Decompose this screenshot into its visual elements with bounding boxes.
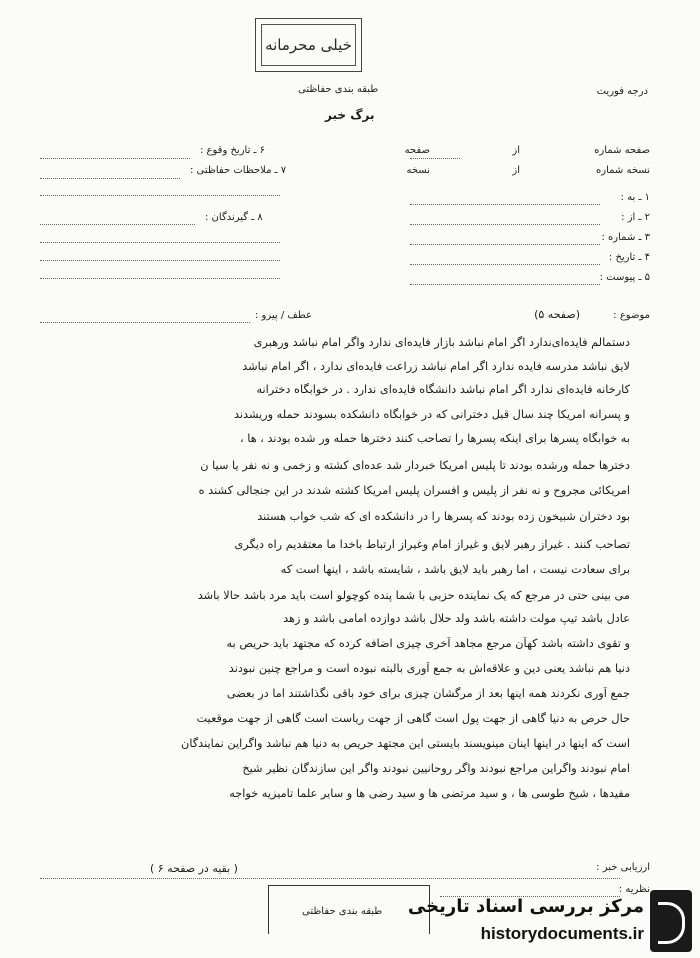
subject-label: موضوع : (613, 310, 650, 321)
dotted-line (410, 264, 600, 265)
classification-label: طبقه بندی حفاظتی (298, 84, 379, 95)
form-title: برگ خبر (325, 108, 375, 122)
from-label: ۲ ـ از : (621, 212, 650, 223)
body-line: لایق نباشد مدرسه فایده ندارد اگر امام نباشد زراعت فایده‌ای ندارد ، اگر امام نباشد (242, 360, 630, 373)
page-from-label: از (512, 145, 520, 156)
priority-label: درجه فوریت (596, 86, 648, 97)
dotted-line (40, 278, 280, 279)
occurrence-date-label: ۶ ـ تاریخ وقوع : (200, 145, 266, 156)
body-line: حال حرص به دنیا گاهی از جهت پول است گاهی از جهت ریاست است گاهی از جهت موقعیت (196, 712, 630, 725)
dotted-line (40, 260, 280, 261)
bottom-classification-label: طبقه بندی حفاظتی (302, 906, 383, 917)
body-line: و تقوی داشته باشد کهآن مرجع مجاهد آخری چیزی اضافه کرده که مجتهد باید حریص به (226, 637, 630, 650)
body-line: کارخانه فایده‌ای ندارد اگر امام نباشد دانشگاه فایده‌ای ندارد . در خوابگاه دخترانه (256, 383, 630, 396)
date-label: ۴ ـ تاریخ : (608, 252, 650, 263)
continuation-text: بقیه در صفحه ۶ (157, 862, 231, 875)
body-line: تصاحب کنند . غیراز رهبر لایق و غیراز امام وغیراز ارتباط باخدا ما معتقدیم راه دیگری (234, 538, 630, 551)
dotted-line (410, 224, 600, 225)
body-line: و پسرانه امریکا چند سال قبل دخترانی که در خوابگاه دانشکده بسودند حمله وریشدند (233, 408, 630, 421)
page-number-label: صفحه شماره (594, 145, 650, 156)
body-line: امام نبودند واگراین مراجع نبودند واگر روحانیین نبودند واگر این سازندگان نظیر شیخ (242, 762, 630, 775)
dotted-line (40, 178, 180, 179)
page-reference: (صفحه ۵) (534, 308, 580, 321)
watermark-brand-name: مرکز بررسی اسناد تاریخی (407, 896, 644, 917)
security-notes-label: ۷ ـ ملاحظات حفاظتی : (190, 165, 287, 176)
evaluation-label: ارزیابی خبر : (596, 862, 650, 873)
number-label: ۳ ـ شماره : (601, 232, 650, 243)
copy-number-label: نسخه شماره (596, 165, 650, 176)
body-line: امریکائی مجروح و نه نفر از پلیس و افسران پلیس امریکا کشته شدند در این جنجالی کشند ه (198, 484, 630, 497)
dotted-line (40, 158, 190, 159)
recipients-label: ۸ ـ گیرندگان : (205, 212, 263, 223)
dotted-line (410, 284, 600, 285)
attachment-label: ۵ ـ پیوست : (599, 272, 650, 283)
stamp-text: خیلی محرمانه (261, 24, 356, 66)
copy-from-label: از (512, 165, 520, 176)
dotted-line (410, 204, 600, 205)
body-line: می بینی حتی در مرجع که یک نماینده حزبی با شما پنده کوچولو است باید مرد باشد حالا باشد (197, 589, 630, 602)
dotted-line (410, 244, 600, 245)
reference-label: عطف / پیرو : (255, 310, 312, 321)
opinion-label: نظریه : (618, 884, 650, 895)
body-line: دخترها حمله ورشده بودند تا پلیس امریکا خبردار شد عده‌ای کشته و زخمی و نه نفر یا سیا ن (200, 459, 630, 472)
dotted-line (410, 158, 460, 159)
page-label: صفحه (404, 145, 430, 156)
body-line: است که اینها در اینها اینان مینویسند بایستی این مجتهد حریص به دنیا هم نباشد واگراین نمایندگان (181, 737, 630, 750)
body-line: دنیا هم نباشد یعنی دین و علاقه‌اش به جمع آوری بالبته نبوده است و مراجع چنین نبودند (228, 662, 630, 675)
to-label: ۱ ـ به : (620, 192, 650, 203)
dotted-line (40, 878, 620, 879)
archive-logo-icon (650, 890, 692, 952)
copy-label: نسخه (406, 165, 430, 176)
continuation-note: ( بقیه در صفحه ۶ ) (150, 862, 238, 875)
classification-stamp (255, 18, 362, 72)
dotted-line (40, 224, 195, 225)
dotted-line (40, 242, 280, 243)
watermark-url: historydocuments.ir (480, 924, 644, 943)
body-line: بود دختران شبیخون زده بودند که پسرها را در دانشکده ای که شب خواب هستند (257, 510, 630, 523)
body-line: عادل باشد تیپ مولت داشته باشد ولد حلال باشد دوازده امامی باشد و زهد (283, 612, 630, 625)
body-line: برای سعادت نیست ، اما رهبر باید لایق باشد ، شایسته باشد ، اینها است که (280, 563, 630, 576)
body-line: دستمالم فایده‌ای‌ندارد اگر امام نباشد بازار فایده‌ای ندارد واگر امام نباشد ورهبری (253, 336, 630, 349)
body-line: به خوابگاه پسرها برای اینکه پسرها را تصاحب کنند دخترها حمله ور شده بودند ، ها ، (240, 432, 630, 445)
body-line: جمع آوری نکردند همه اینها بعد از مرگشان چیزی برای خود باقی نگذاشتند اما در بعضی (226, 687, 630, 700)
dotted-line (40, 195, 280, 196)
dotted-line (40, 322, 250, 323)
body-line: مفیدها ، شیخ طوسی ها ، و سید مرتضی ها و سید رضی ها و سایر علما تامیزیه خواجه (229, 787, 630, 800)
